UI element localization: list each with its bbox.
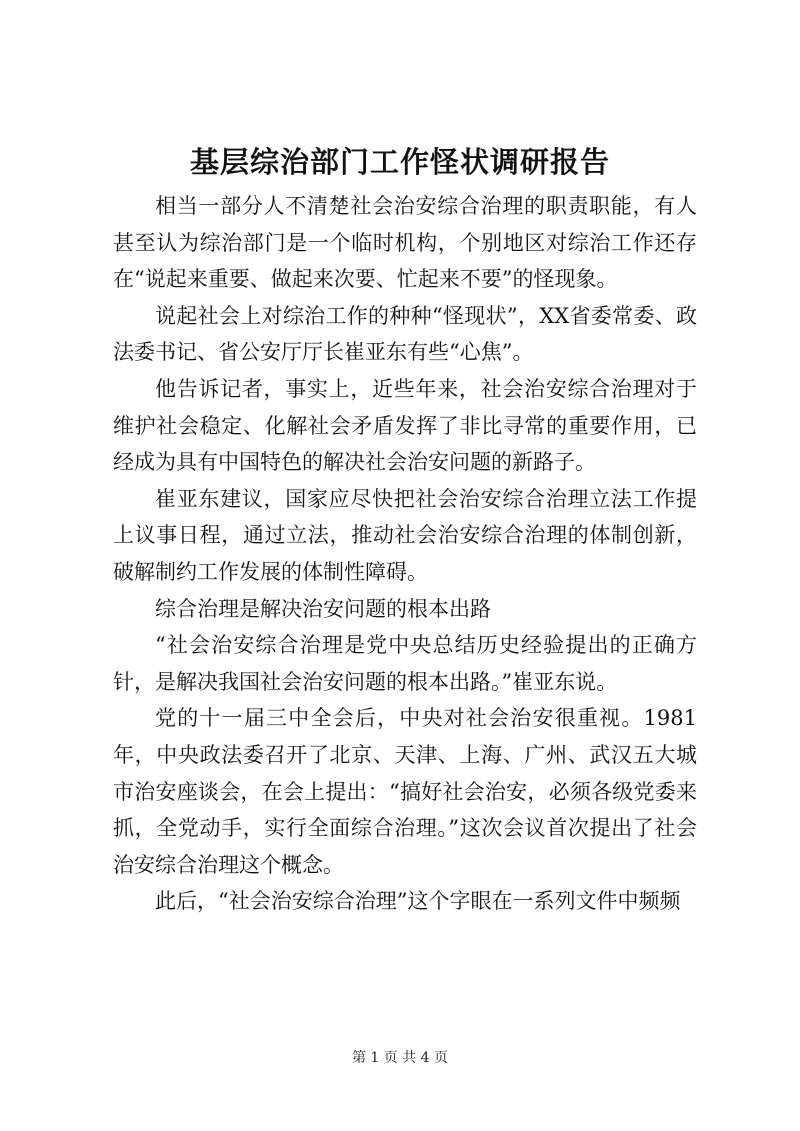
paragraph: 说起社会上对综治工作的种种“怪现状”，XX省委常委、政法委书记、省公安厅厅长崔亚东有些“心焦”。 [113, 303, 697, 365]
paragraph: 相当一部分人不清楚社会治安综合治理的职责职能，有人甚至认为综治部门是一个临时机构，个别地区对综治工作还存在“说起来重要、做起来次要、忙起来不要”的怪现象。 [113, 194, 697, 292]
section-heading: 综合治理是解决治安问题的根本出路 [155, 596, 491, 621]
paragraph: 他告诉记者，事实上，近些年来，社会治安综合治理对于维护社会稳定、化解社会矛盾发挥了非比寻常的重要作用，已经成为具有中国特色的解决社会治安问题的新路子。 [113, 376, 697, 475]
document-title: 基层综治部门工作怪状调研报告 [189, 145, 610, 179]
paragraph: 崔亚东建议，国家应尽快把社会治安综合治理立法工作提上议事日程，通过立法，推动社会治安综合治理的体制创新，破解制约工作发展的体制性障碍。 [113, 486, 697, 584]
page-number-footer: 第 1 页 共 4 页 [351, 1050, 449, 1066]
paragraph: “社会治安综合治理是党中央总结历史经验提出的正确方针，是解决我国社会治安问题的根本出路。”崔亚东说。 [113, 633, 697, 694]
paragraph: 此后，“社会治安综合治理”这个字眼在一系列文件中频频 [155, 889, 681, 914]
document-body [113, 188, 697, 920]
paragraph: 党的十一届三中全会后，中央对社会治安很重视。1981年，中央政法委召开了北京、天津、上海、广州、武汉五大城市治安座谈会，在会上提出：“搞好社会治安，必须各级党委来抓，全党动手，实行全面综合治理。”这次会议首次提出了社会治安综合治理这个概念。 [113, 706, 697, 877]
